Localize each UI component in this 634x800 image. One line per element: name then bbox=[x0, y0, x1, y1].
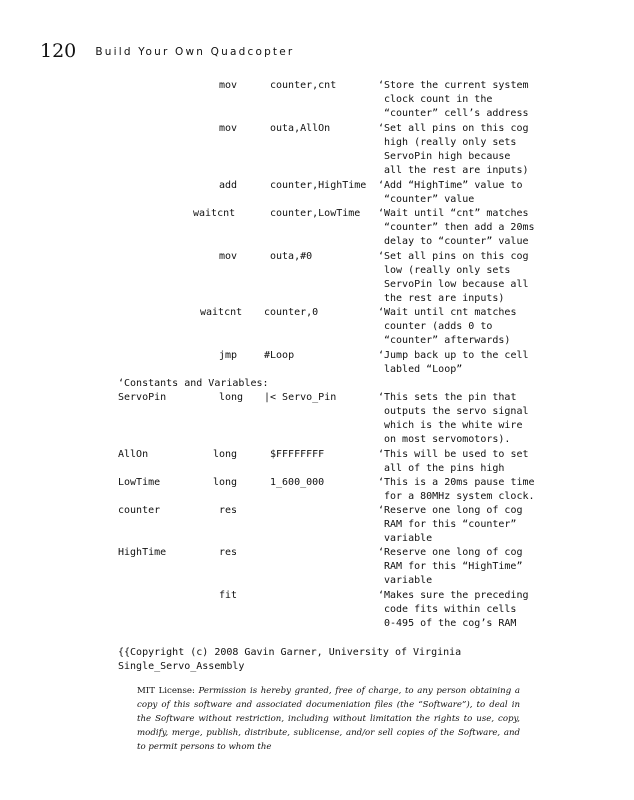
book-title: Build Your Own Quadcopter bbox=[95, 46, 295, 58]
license-label: MIT License: bbox=[137, 686, 195, 696]
code-comment: RAM for this “counter” bbox=[384, 519, 517, 530]
code-op: mov bbox=[219, 80, 238, 91]
code-comment: code fits within cells bbox=[384, 604, 517, 615]
code-label: ServoPin bbox=[118, 392, 167, 403]
code-value: $FFFFFFFF bbox=[270, 449, 325, 460]
code-comment: for a 80MHz system clock. bbox=[384, 491, 535, 502]
code-comment: ‘Set all pins on this cog bbox=[378, 251, 529, 262]
code-type: long bbox=[219, 392, 244, 403]
code-comment: ‘Reserve one long of cog bbox=[378, 505, 523, 516]
code-comment: RAM for this “HighTime” bbox=[384, 561, 523, 572]
code-comment: ‘Wait until “cnt” matches bbox=[378, 208, 529, 219]
license-paragraph bbox=[137, 684, 520, 754]
code-op: jmp bbox=[219, 350, 238, 361]
code-comment: ‘Reserve one long of cog bbox=[378, 547, 523, 558]
code-type: long bbox=[213, 477, 238, 488]
section-comment: ‘Constants and Variables: bbox=[118, 378, 269, 389]
code-comment: “counter” afterwards) bbox=[384, 335, 511, 346]
code-args: outa,#0 bbox=[270, 251, 313, 262]
license-text: Permission is hereby granted, free of charge, to any person obtaining a copy of this software and associated documeniation files (the “Software”), to deal in the Software without restriction, including without limitation the rights to use, copy, modify, merge, publish, distribute, sublicense, and/or sell copies of the Software, and to permit persons to whom the bbox=[137, 686, 520, 752]
code-args: counter,cnt bbox=[270, 80, 337, 91]
code-type: fit bbox=[219, 590, 238, 601]
code-comment: ‘This is a 20ms pause time bbox=[378, 477, 535, 488]
code-args: #Loop bbox=[264, 350, 295, 361]
code-type: res bbox=[219, 547, 238, 558]
code-value: 1_600_000 bbox=[270, 477, 325, 488]
code-comment: “counter” value bbox=[384, 194, 475, 205]
code-comment: low (really only sets bbox=[384, 265, 511, 276]
code-comment: “counter” then add a 20ms bbox=[384, 222, 535, 233]
code-comment: all the rest are inputs) bbox=[384, 165, 529, 176]
code-comment: ‘This sets the pin that bbox=[378, 392, 517, 403]
code-comment: counter (adds 0 to bbox=[384, 321, 493, 332]
code-label: LowTime bbox=[118, 477, 161, 488]
code-comment: variable bbox=[384, 575, 433, 586]
code-comment: ‘Add “HighTime” value to bbox=[378, 180, 523, 191]
code-comment: ‘Jump back up to the cell bbox=[378, 350, 529, 361]
code-label: counter bbox=[118, 505, 161, 516]
code-comment: on most servomotors). bbox=[384, 434, 511, 445]
code-value: |< Servo_Pin bbox=[264, 392, 337, 403]
code-comment: ‘Makes sure the preceding bbox=[378, 590, 529, 601]
code-comment: the rest are inputs) bbox=[384, 293, 505, 304]
code-comment: ‘Store the current system bbox=[378, 80, 529, 91]
code-op: waitcnt bbox=[200, 307, 243, 318]
code-type: long bbox=[213, 449, 238, 460]
code-type: res bbox=[219, 505, 238, 516]
code-op: waitcnt bbox=[193, 208, 236, 219]
code-args: outa,AllOn bbox=[270, 123, 331, 134]
code-args: counter,0 bbox=[264, 307, 319, 318]
code-comment: 0-495 of the cog’s RAM bbox=[384, 618, 517, 629]
code-comment: which is the white wire bbox=[384, 420, 523, 431]
copyright-line: Single_Servo_Assembly bbox=[118, 661, 245, 672]
code-label: HighTime bbox=[118, 547, 167, 558]
code-comment: clock count in the bbox=[384, 94, 493, 105]
code-comment: delay to “counter” value bbox=[384, 236, 529, 247]
code-comment: ‘Set all pins on this cog bbox=[378, 123, 529, 134]
code-comment: all of the pins high bbox=[384, 463, 505, 474]
code-comment: outputs the servo signal bbox=[384, 406, 529, 417]
code-comment: labled “Loop” bbox=[384, 364, 463, 375]
code-comment: ‘Wait until cnt matches bbox=[378, 307, 517, 318]
code-op: mov bbox=[219, 251, 238, 262]
code-comment: ServoPin high because bbox=[384, 151, 511, 162]
code-comment: “counter” cell’s address bbox=[384, 108, 529, 119]
code-comment: variable bbox=[384, 533, 433, 544]
code-label: AllOn bbox=[118, 449, 149, 460]
code-op: add bbox=[219, 180, 238, 191]
code-args: counter,HighTime bbox=[270, 180, 367, 191]
code-comment: ‘This will be used to set bbox=[378, 449, 529, 460]
page-number: 120 bbox=[40, 40, 77, 62]
code-comment: high (really only sets bbox=[384, 137, 517, 148]
code-comment: ServoPin low because all bbox=[384, 279, 529, 290]
code-op: mov bbox=[219, 123, 238, 134]
copyright-line: {{Copyright (c) 2008 Gavin Garner, University of Virginia bbox=[118, 647, 462, 658]
code-args: counter,LowTime bbox=[270, 208, 361, 219]
